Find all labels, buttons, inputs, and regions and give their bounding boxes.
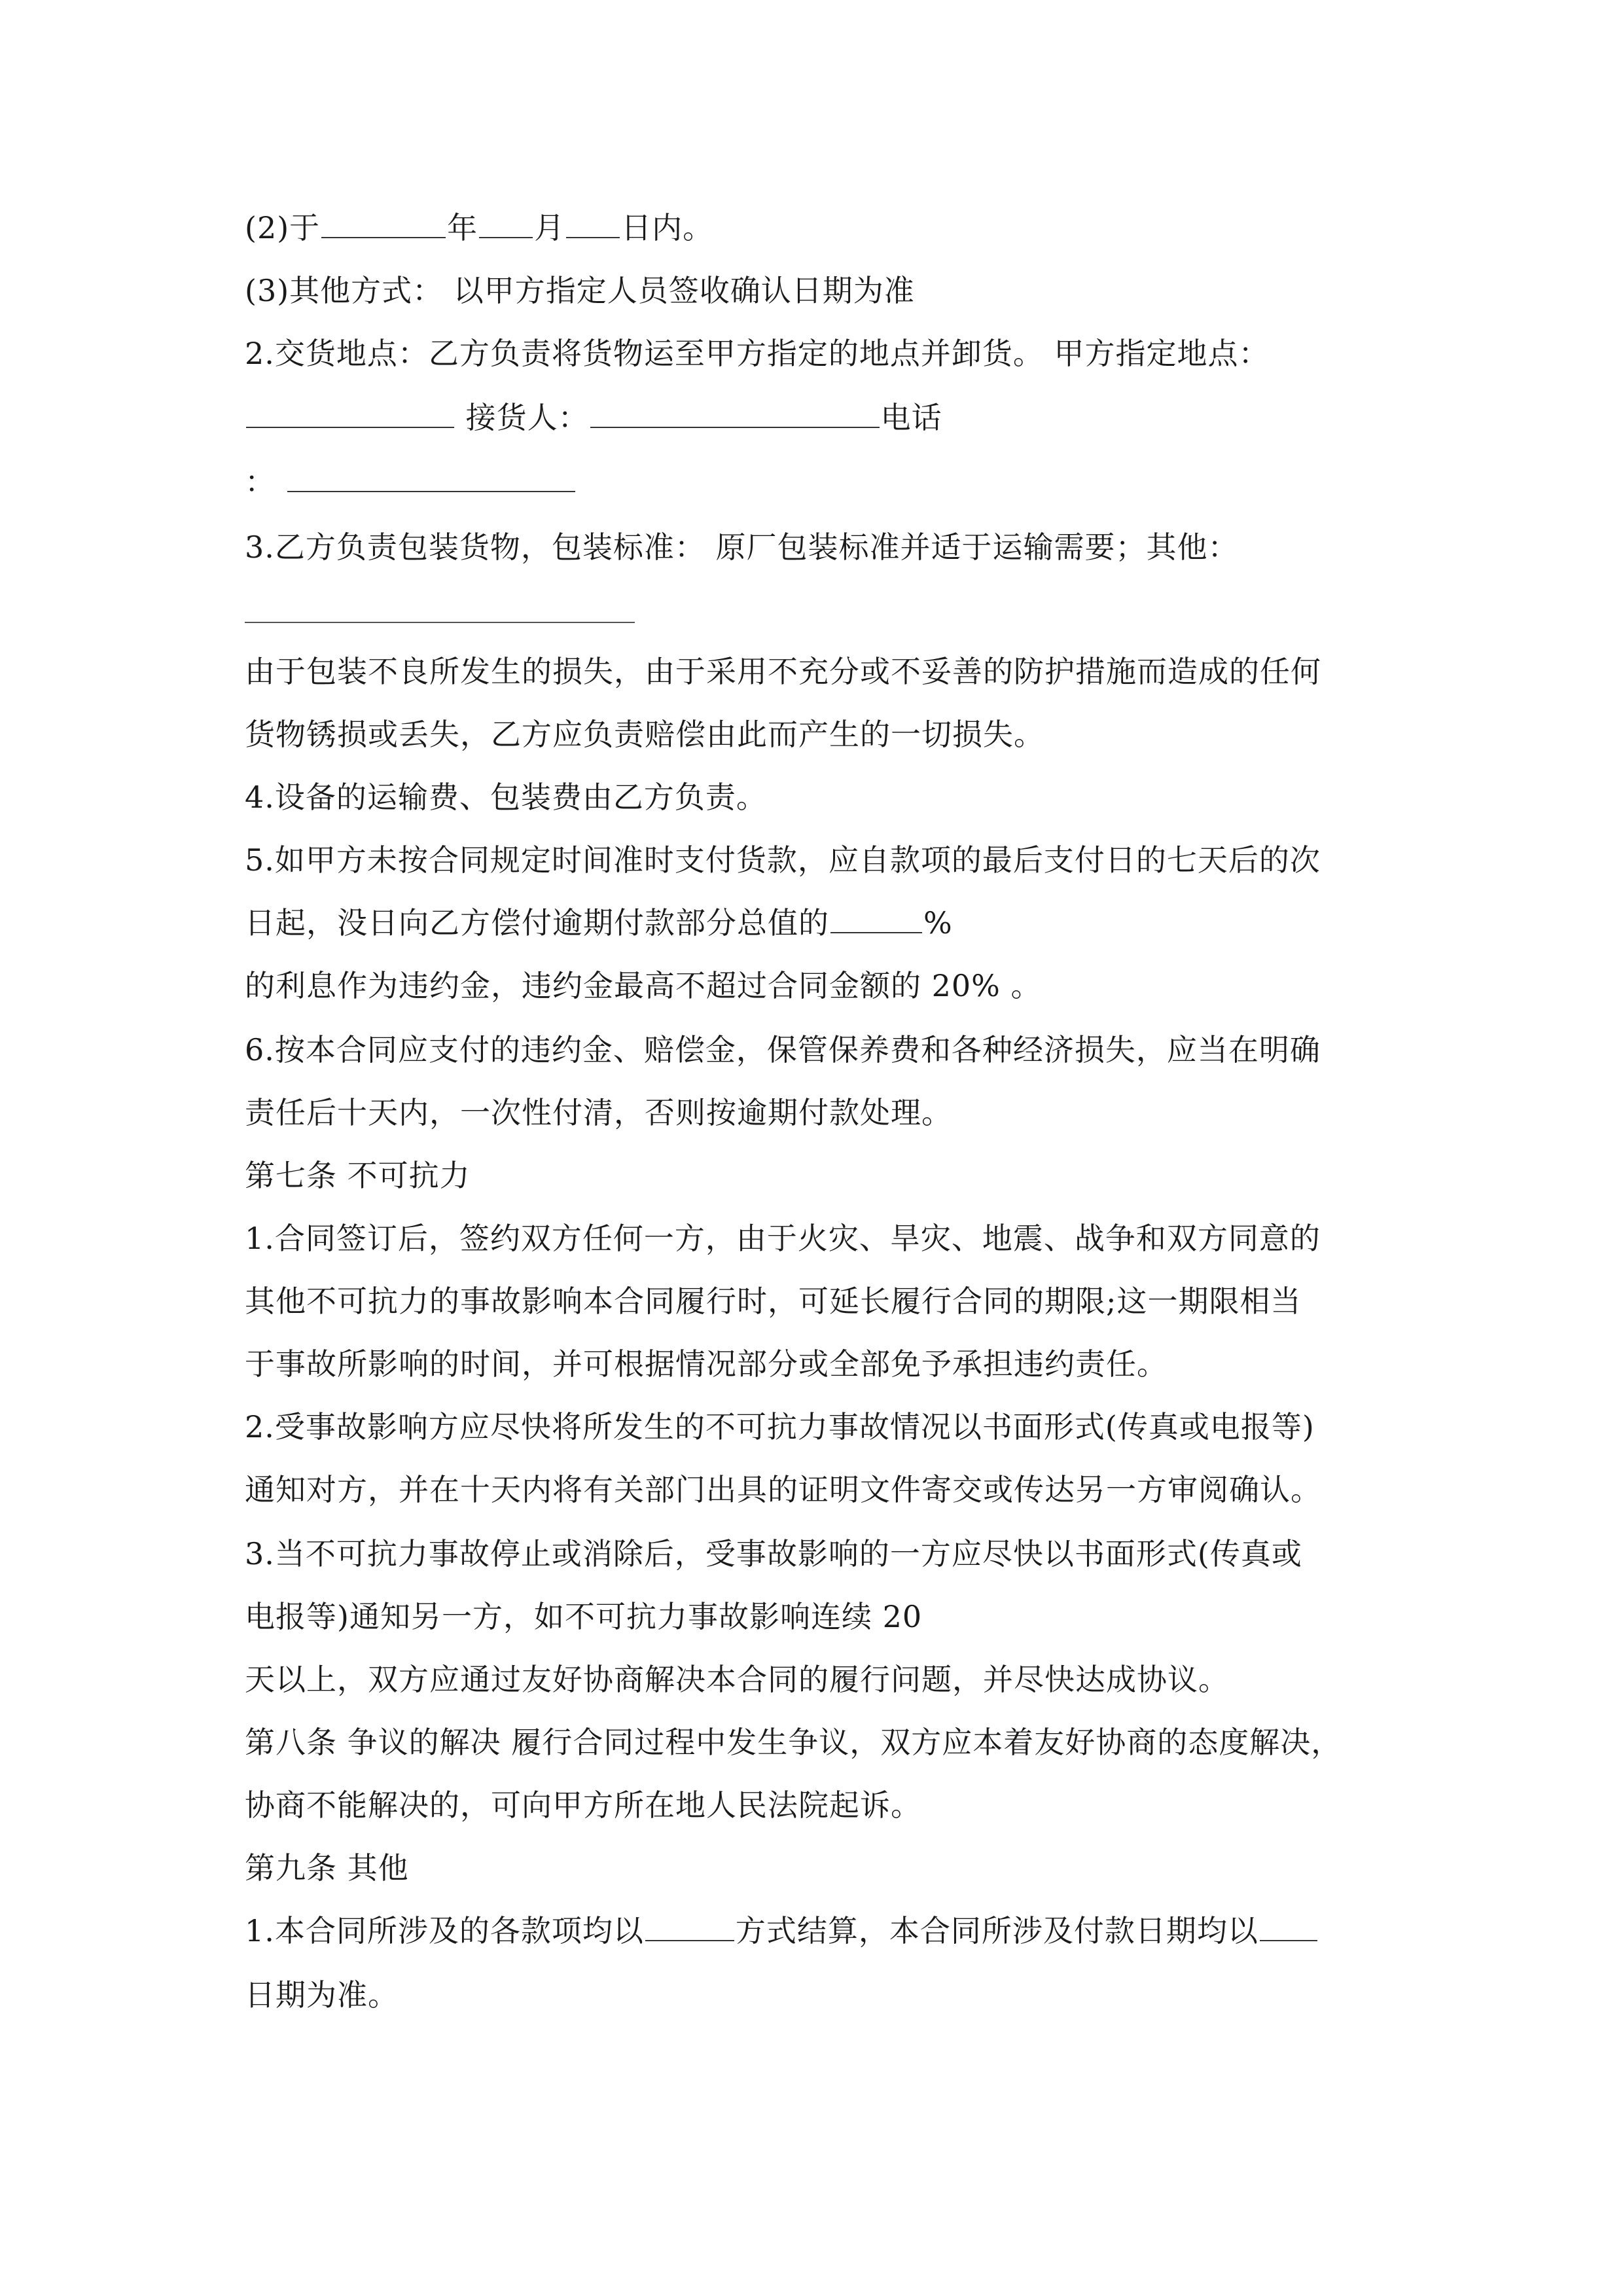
text-line: 2.交货地点：乙方负责将货物运至甲方指定的地点并卸货。 甲方指定地点： (245, 336, 1270, 371)
text-fragment: 电话 (880, 400, 942, 435)
text-line: 5.如甲方未按合同规定时间准时支付货款，应自款项的最后支付日的七天后的次 (245, 842, 1321, 878)
blank-address-field[interactable] (246, 401, 454, 428)
blank-payment-date-basis-field[interactable] (1260, 1914, 1317, 1941)
text-fragment: 日内。 (621, 210, 714, 245)
section-heading: 第七条 不可抗力 (245, 1158, 471, 1193)
text-fragment: % (923, 905, 953, 941)
section-heading: 第九条 其他 (245, 1850, 409, 1886)
text-fragment: ： (245, 464, 276, 499)
text-line: 其他不可抗力的事故影响本合同履行时，可延长履行合同的期限;这一期限相当 (245, 1283, 1302, 1319)
text-line: 电报等)通知另一方，如不可抗力事故影响连续 20 (245, 1599, 923, 1634)
text-fragment: 日起，没日向乙方偿付逾期付款部分总值的 (245, 905, 829, 941)
text-line: (3)其他方式： 以甲方指定人员签收确认日期为准 (245, 273, 915, 308)
text-line: 3.乙方负责包装货物，包装标准： 原厂包装标准并适于运输需要；其他： (245, 529, 1239, 565)
blank-phone-field[interactable] (287, 465, 575, 492)
text-line-settlement (245, 1911, 1319, 1950)
text-line: 责任后十天内，一次性付清，否则按逾期付款处理。 (245, 1095, 952, 1130)
text-line-payment-date (245, 208, 713, 247)
text-line: 第八条 争议的解决 履行合同过程中发生争议，双方应本着友好协商的态度解决， (245, 1725, 1342, 1760)
text-line: 日期为准。 (245, 1977, 399, 2013)
text-line-penalty-rate (245, 903, 953, 942)
text-fragment: 方式结算，本合同所涉及付款日期均以 (735, 1913, 1258, 1948)
text-line: 的利息作为违约金，违约金最高不超过合同金额的 20% 。 (245, 968, 1042, 1003)
text-line: 2.受事故影响方应尽快将所发生的不可抗力事故情况以书面形式(传真或电报等) (245, 1409, 1315, 1444)
blank-day-field[interactable] (566, 211, 620, 238)
text-line-phone (245, 462, 577, 501)
blank-settlement-method-field[interactable] (645, 1914, 734, 1941)
text-line: 协商不能解决的，可向甲方所在地人民法院起诉。 (245, 1787, 921, 1823)
text-line: 货物锈损或丢失，乙方应负责赔偿由此而产生的一切损失。 (245, 717, 1044, 752)
text-line: 通知对方，并在十天内将有关部门出具的证明文件寄交或传达另一方审阅确认。 (245, 1472, 1321, 1507)
text-line: 由于包装不良所发生的损失，由于采用不充分或不妥善的防护措施而造成的任何 (245, 654, 1321, 689)
blank-year-field[interactable] (321, 211, 446, 238)
blank-other-packaging-field[interactable] (245, 622, 635, 623)
blank-rate-field[interactable] (830, 906, 922, 933)
text-line: 3.当不可抗力事故停止或消除后，受事故影响的一方应尽快以书面形式(传真或 (245, 1536, 1302, 1571)
text-line: 4.设备的运输费、包装费由乙方负责。 (245, 780, 767, 815)
text-line: 于事故所影响的时间，并可根据情况部分或全部免予承担违约责任。 (245, 1346, 1168, 1382)
text-fragment: 月 (534, 210, 565, 245)
text-line: 1.合同签订后，签约双方任何一方，由于火灾、旱灾、地震、战争和双方同意的 (245, 1221, 1321, 1256)
blank-consignee-field[interactable] (590, 401, 880, 428)
text-fragment: 年 (447, 210, 478, 245)
text-fragment: (2)于 (245, 210, 321, 245)
text-line: 6.按本合同应支付的违约金、赔偿金，保管保养费和各种经济损失，应当在明确 (245, 1032, 1321, 1067)
text-line-consignee (245, 398, 942, 437)
text-line: 天以上，双方应通过友好协商解决本合同的履行问题，并尽快达成协议。 (245, 1662, 1229, 1697)
blank-month-field[interactable] (479, 211, 533, 238)
text-fragment: 1.本合同所涉及的各款项均以 (245, 1913, 644, 1948)
text-fragment: 接货人： (465, 400, 589, 435)
